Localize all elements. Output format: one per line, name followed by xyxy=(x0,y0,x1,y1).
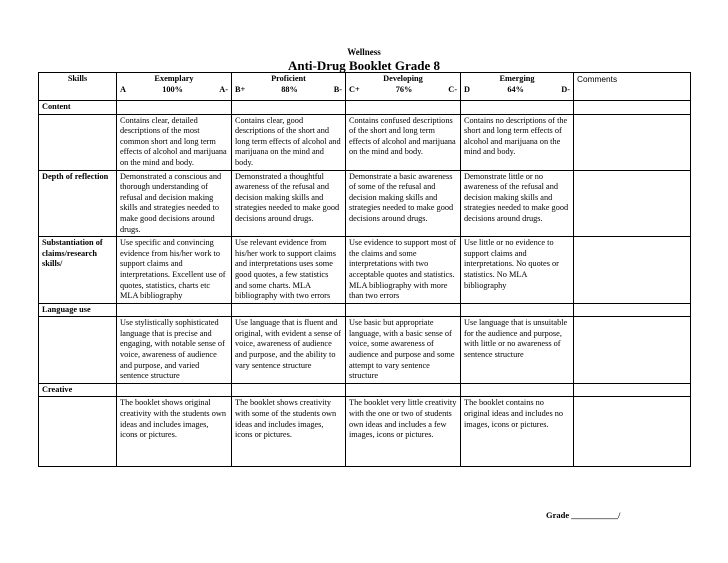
rubric-cell: Contains clear, detailed descriptions of the most common short and long term effects of alcohol and marijuana on the mind and body. xyxy=(117,114,232,170)
level-grades xyxy=(464,85,570,96)
rubric-cell: Demonstrated a conscious and thorough understanding of refusal and decision making skills and strategies needed to make good decisions around drugs. xyxy=(117,170,232,237)
rubric-cell: Contains clear, good descriptions of the short and long term effects of alcohol and marijuana on the mind and body. xyxy=(232,114,346,170)
page-title: Anti-Drug Booklet Grade 8 xyxy=(287,58,441,73)
rubric-cell: Demonstrated a thoughtful awareness of the refusal and decision making skills and strategies needed to make good decisions around drugs. xyxy=(232,170,346,237)
grade-high: A xyxy=(120,84,126,94)
skills-header: Skills xyxy=(39,73,117,101)
criterion-label-row xyxy=(39,303,691,317)
grade-low: C- xyxy=(448,84,457,94)
rubric-cell: Use evidence to support most of the claims and some interpretations with two acceptable quotes and statistics. MLA bibliography with more than two errors xyxy=(346,237,461,304)
level-name: Proficient xyxy=(271,74,306,83)
grade-high: C+ xyxy=(349,84,360,94)
level-header-emerging xyxy=(461,73,574,101)
criterion-row-creative xyxy=(39,397,691,467)
rubric-cell: Demonstrate little or no awareness of the refusal and decision making skills and strategies needed to make good decisions around drugs. xyxy=(461,170,574,237)
rubric-cell: Use language that is fluent and original, with evident a sense of voice, awareness of audience and purpose, and the ability to vary sentence structure xyxy=(232,317,346,384)
rubric-cell: Contains confused descriptions of the short and long term effects of alcohol and marijuana on the mind and body. xyxy=(346,114,461,170)
level-header-exemplary xyxy=(117,73,232,101)
criterion-label: Depth of reflection xyxy=(39,170,117,237)
rubric-cell: Use little or no evidence to support claims and interpretations. No quotes or statistics. No MLA bibliography xyxy=(461,237,574,304)
rubric-cell: The booklet shows creativity with some of the students own ideas and includes images, icons or pictures. xyxy=(232,397,346,467)
grade-percent: 88% xyxy=(281,84,298,94)
level-name: Developing xyxy=(383,74,423,83)
criterion-label: Content xyxy=(39,101,117,115)
rubric-cell: Demonstrate a basic awareness of some of the refusal and decision making skills and strategies needed to make good decisions around drugs. xyxy=(346,170,461,237)
criterion-label: Substantiation of claims/research skills/ xyxy=(39,237,117,304)
level-name: Emerging xyxy=(499,74,535,83)
level-header-developing xyxy=(346,73,461,101)
grade-line: Grade ___________/ xyxy=(546,510,621,520)
criterion-row-depth xyxy=(39,170,691,237)
level-grades xyxy=(235,85,342,96)
grade-low: D- xyxy=(561,84,570,94)
rubric-header-row xyxy=(39,73,691,101)
grade-high: B+ xyxy=(235,84,246,94)
comments-cell xyxy=(574,317,691,384)
rubric-cell: Contains no descriptions of the short and long term effects of alcohol and marijuana on the mind and body. xyxy=(461,114,574,170)
grade-high: D xyxy=(464,84,470,94)
criterion-label-row xyxy=(39,383,691,397)
rubric-cell: The booklet very little creativity with the one or two of students own ideas and includes a few images, icons or pictures. xyxy=(346,397,461,467)
criterion-row-substantiation xyxy=(39,237,691,304)
comments-cell xyxy=(574,114,691,170)
comments-cell xyxy=(574,397,691,467)
level-header-proficient xyxy=(232,73,346,101)
grade-percent: 76% xyxy=(395,84,413,94)
grade-low: A- xyxy=(219,84,228,94)
grade-low: B- xyxy=(333,84,342,94)
criterion-label-row xyxy=(39,101,691,115)
rubric-cell: The booklet shows original creativity with the students own ideas and includes images, icons or pictures. xyxy=(117,397,232,467)
rubric-cell: Use basic but appropriate language, with a basic sense of voice, some awareness of audience and purpose and some attempt to vary sentence structure xyxy=(346,317,461,384)
criterion-label: Creative xyxy=(39,383,117,397)
comments-cell xyxy=(574,237,691,304)
rubric-table xyxy=(38,72,691,467)
comments-cell xyxy=(574,170,691,237)
level-name: Exemplary xyxy=(154,74,194,83)
page-subtitle: Wellness xyxy=(347,47,381,57)
grade-percent: 100% xyxy=(162,84,183,94)
comments-header: Comments xyxy=(574,73,691,101)
rubric-cell: The booklet contains no original ideas and includes no images, icons or pictures. xyxy=(461,397,574,467)
rubric-cell: Use stylistically sophisticated language that is precise and engaging, with notable sense of voice, awareness of audience and purpose, and varied sentence structure xyxy=(117,317,232,384)
criterion-row-language xyxy=(39,317,691,384)
level-grades xyxy=(120,85,228,96)
grade-percent: 64% xyxy=(507,84,524,94)
criterion-row-content xyxy=(39,114,691,170)
criterion-label: Language use xyxy=(39,303,117,317)
rubric-cell: Use specific and convincing evidence from his/her work to support claims and interpretations. Excellent use of quotes, statistics, charts etc MLA bibliography xyxy=(117,237,232,304)
rubric-cell: Use language that is unsuitable for the audience and purpose, with little or no awareness of sentence structure xyxy=(461,317,574,384)
level-grades xyxy=(349,85,457,96)
rubric-cell: Use relevant evidence from his/her work to support claims and interpretations uses some good quotes, a few statistics and some charts. MLA bibliography with two errors xyxy=(232,237,346,304)
